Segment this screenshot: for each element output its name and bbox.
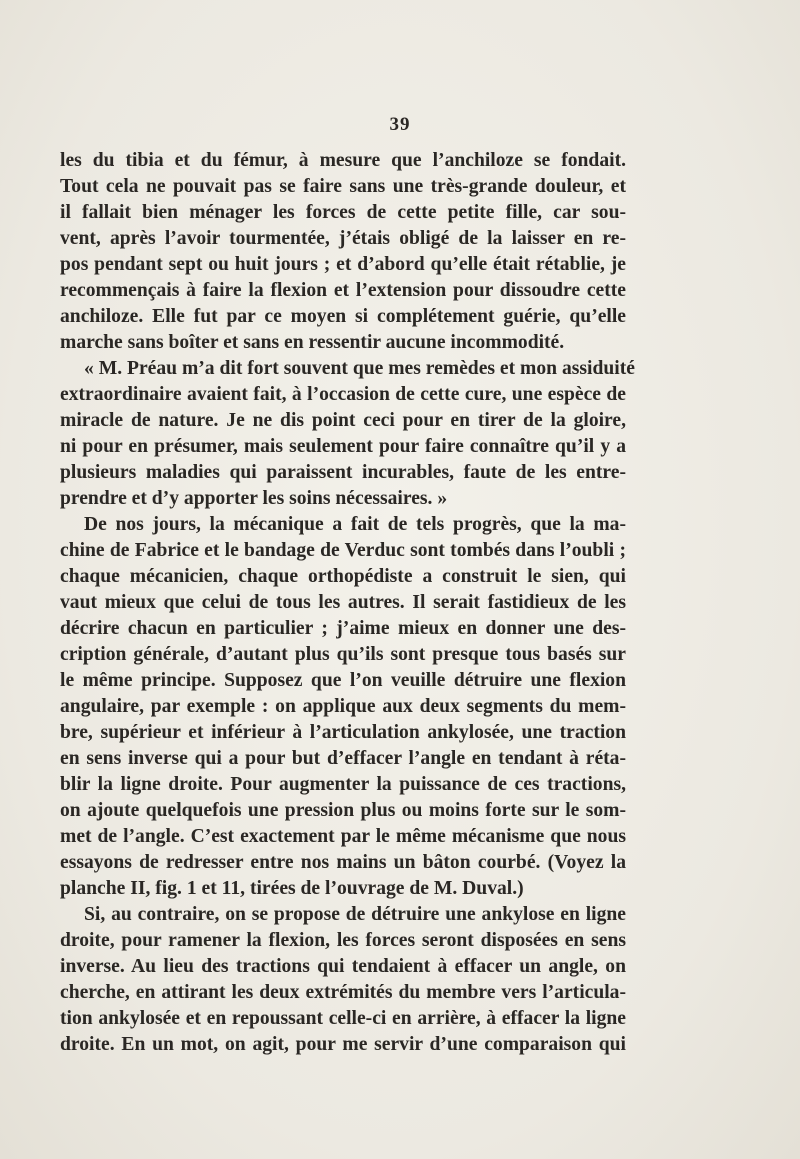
text-line: Tout cela ne pouvait pas se faire sans une très-grande douleur, et	[60, 176, 626, 197]
text-line: prendre et d’y apporter les soins nécessaires. »	[60, 488, 448, 509]
text-line: vaut mieux que celui de tous les autres. Il serait fastidieux de les	[60, 592, 626, 613]
text-line: les du tibia et du fémur, à mesure que l’anchiloze se fondait.	[60, 150, 626, 171]
text-line: recommençais à faire la flexion et l’extension pour dissoudre cette	[60, 280, 626, 301]
text-line: De nos jours, la mécanique a fait de tels progrès, que la ma-	[84, 514, 626, 535]
text-line: angulaire, par exemple : on applique aux deux segments du mem-	[60, 696, 626, 717]
page-number: 39	[389, 114, 411, 135]
text-line: vent, après l’avoir tourmentée, j’étais obligé de la laisser en re-	[60, 228, 626, 249]
text-line: miracle de nature. Je ne dis point ceci pour en tirer de la gloire,	[60, 410, 626, 431]
text-line: blir la ligne droite. Pour augmenter la puissance de ces tractions,	[60, 774, 626, 795]
text-line: planche II, fig. 1 et 11, tirées de l’ouvrage de M. Duval.)	[60, 878, 524, 899]
body-text	[60, 148, 635, 1058]
text-line: ni pour en présumer, mais seulement pour faire connaître qu’il y a	[60, 436, 626, 457]
text-line: droite, pour ramener la flexion, les forces seront disposées en sens	[60, 930, 626, 951]
text-line: on ajoute quelquefois une pression plus ou moins forte sur le som-	[60, 800, 626, 821]
text-line: cription générale, d’autant plus qu’ils sont presque tous basés sur	[60, 644, 626, 665]
text-line: essayons de redresser entre nos mains un bâton courbé. (Voyez la	[60, 852, 626, 873]
text-line: « M. Préau m’a dit fort souvent que mes remèdes et mon assiduité	[84, 358, 635, 379]
text-line: tion ankylosée et en repoussant celle-ci en arrière, à effacer la ligne	[60, 1008, 626, 1029]
text-line: marche sans boîter et sans en ressentir aucune incommodité.	[60, 332, 565, 353]
text-line: bre, supérieur et inférieur à l’articulation ankylosée, une traction	[60, 722, 626, 743]
text-line: chaque mécanicien, chaque orthopédiste a construit le sien, qui	[60, 566, 626, 587]
text-line: extraordinaire avaient fait, à l’occasion de cette cure, une espèce de	[60, 384, 626, 405]
text-line: met de l’angle. C’est exactement par le même mécanisme que nous	[60, 826, 626, 847]
text-line: en sens inverse qui a pour but d’effacer l’angle en tendant à réta-	[60, 748, 626, 769]
text-line: décrire chacun en particulier ; j’aime mieux en donner une des-	[60, 618, 626, 639]
text-line: droite. En un mot, on agit, pour me servir d’une comparaison qui	[60, 1034, 626, 1055]
text-line: cherche, en attirant les deux extrémités du membre vers l’articula-	[60, 982, 626, 1003]
text-line: Si, au contraire, on se propose de détruire une ankylose en ligne	[84, 904, 626, 925]
text-line: plusieurs maladies qui paraissent incurables, faute de les entre-	[60, 462, 626, 483]
text-line: inverse. Au lieu des tractions qui tendaient à effacer un angle, on	[60, 956, 626, 977]
text-line: pos pendant sept ou huit jours ; et d’abord qu’elle était rétablie, je	[60, 254, 626, 275]
text-line: il fallait bien ménager les forces de cette petite fille, car sou-	[60, 202, 626, 223]
text-line: anchiloze. Elle fut par ce moyen si complétement guérie, qu’elle	[60, 306, 626, 327]
text-line: chine de Fabrice et le bandage de Verduc sont tombés dans l’oubli ;	[60, 540, 626, 561]
text-line: le même principe. Supposez que l’on veuille détruire une flexion	[60, 670, 626, 691]
